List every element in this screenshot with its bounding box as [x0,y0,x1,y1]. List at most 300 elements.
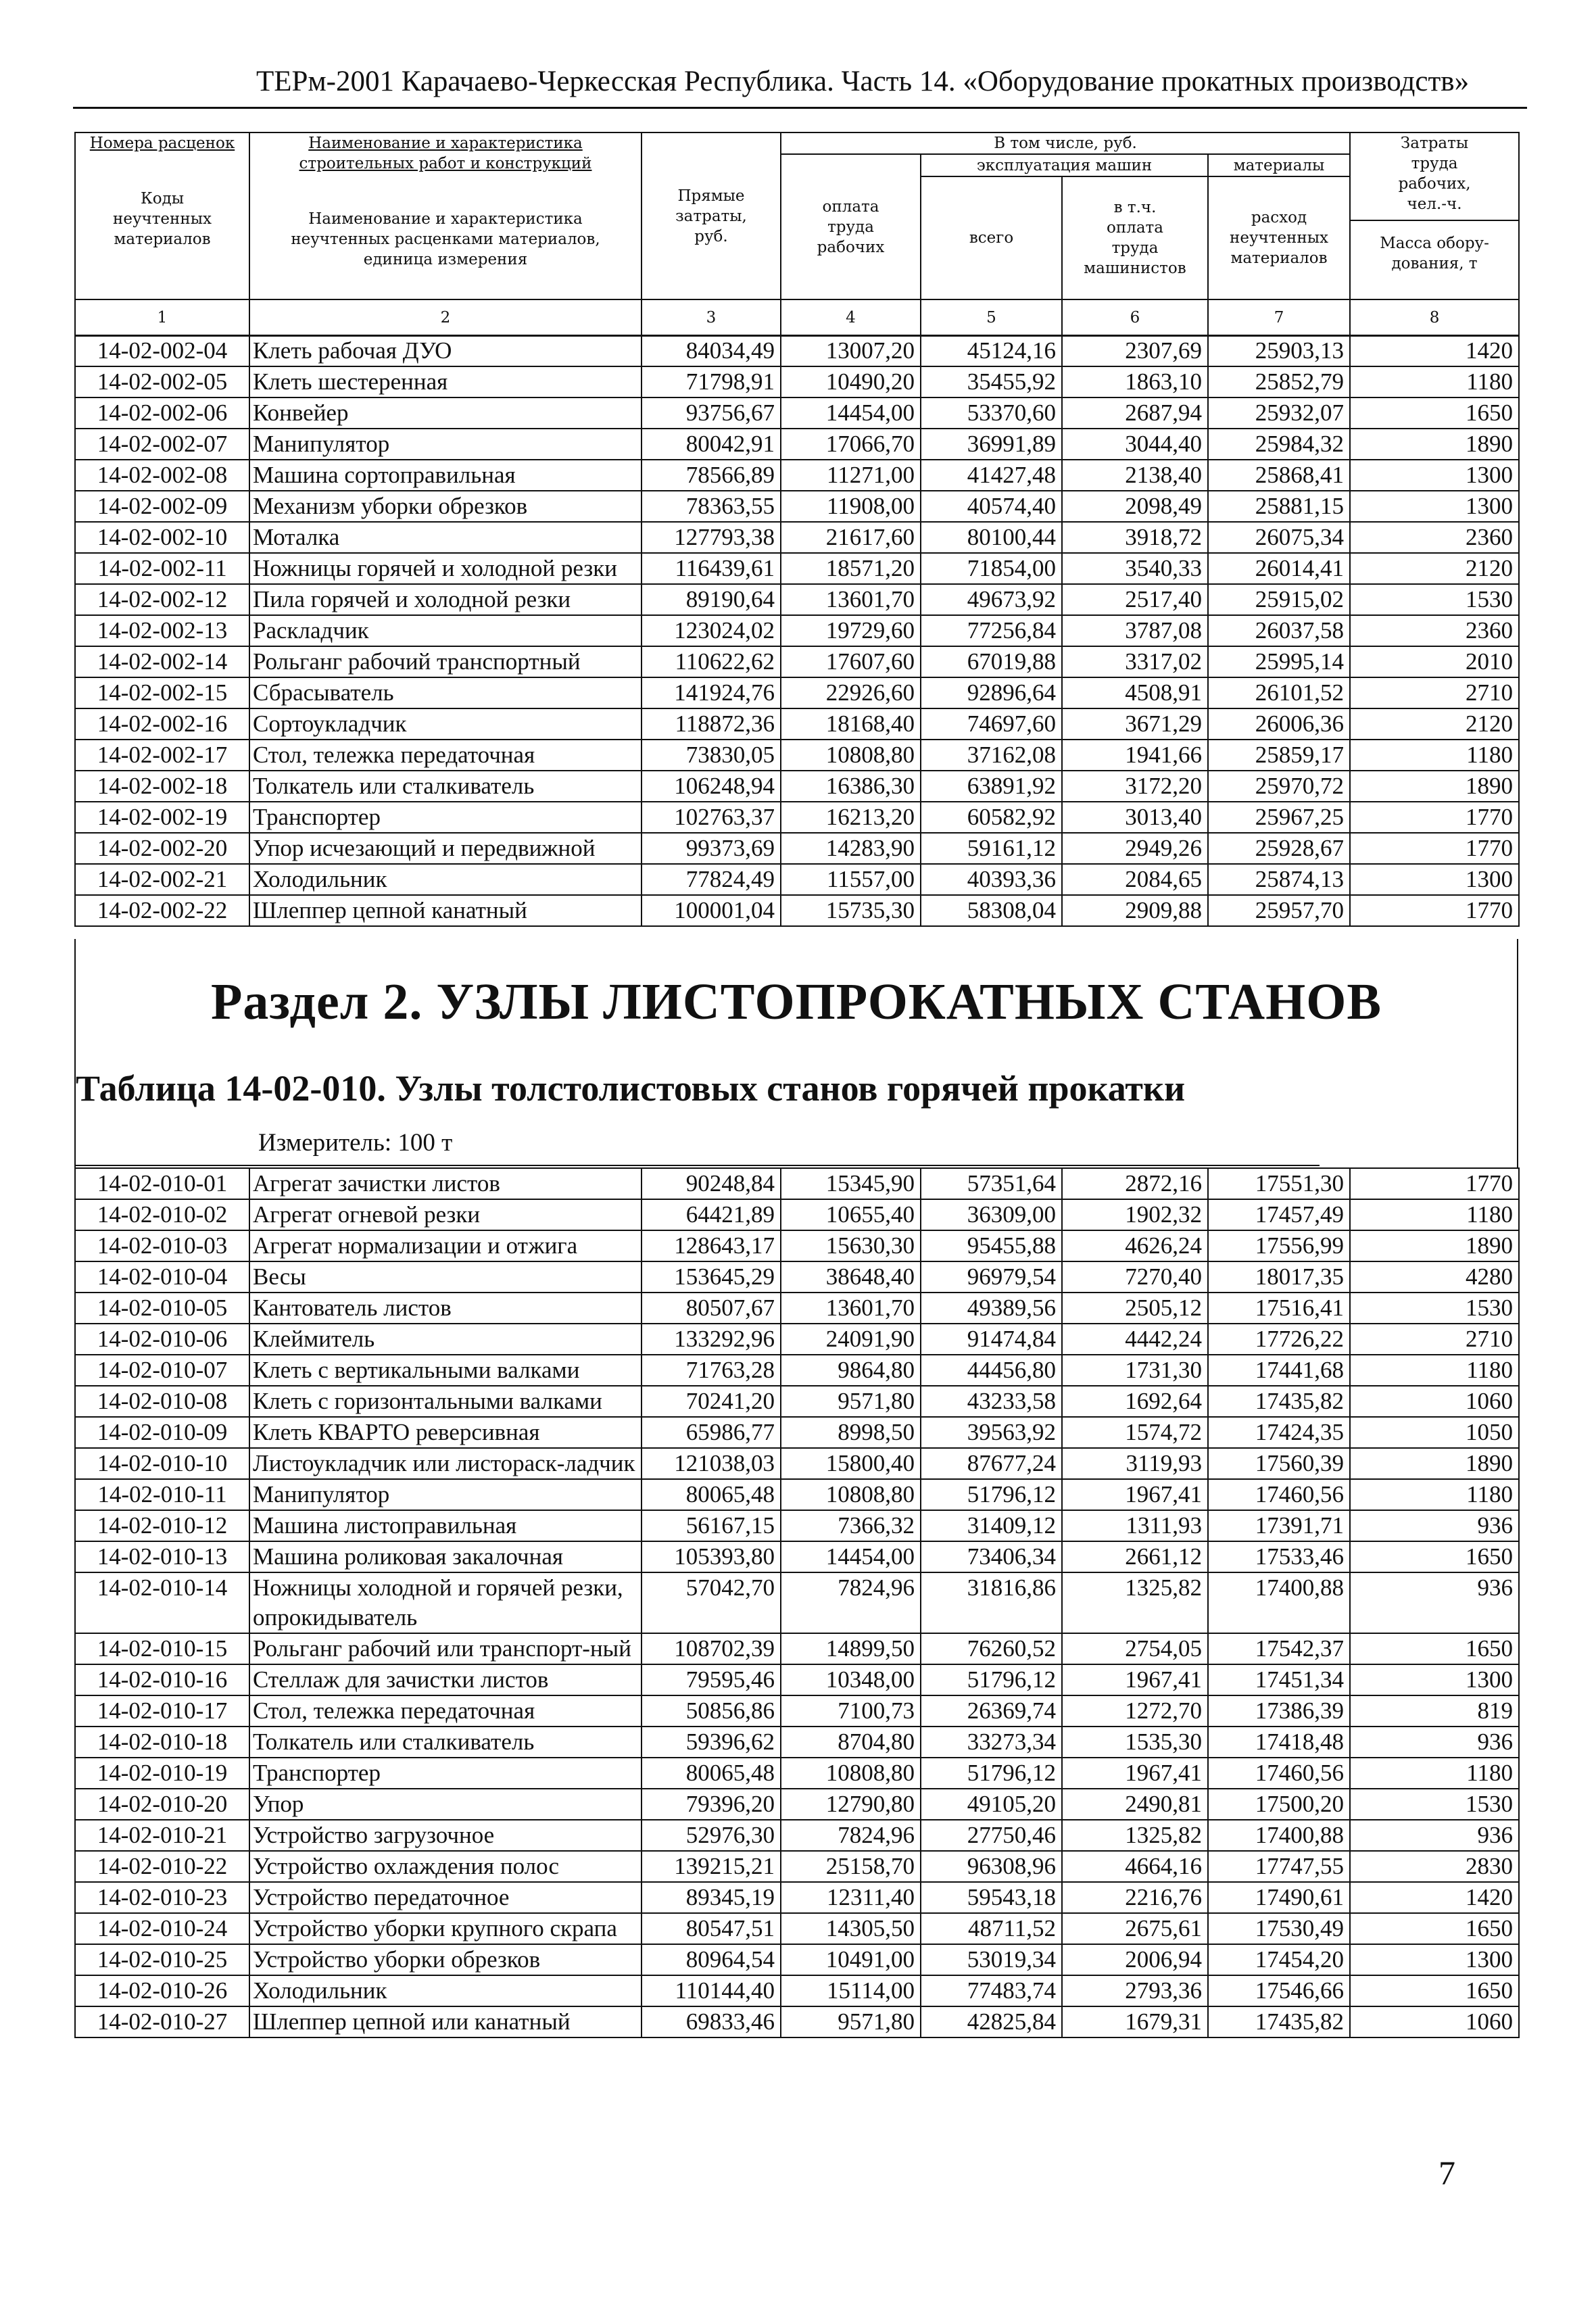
materials-cost: 17418,48 [1208,1727,1350,1758]
labor-pay: 10655,40 [781,1199,921,1230]
direct-costs: 79396,20 [642,1789,781,1820]
materials-cost: 17391,71 [1208,1510,1350,1541]
equipment-mass: 1180 [1350,740,1519,771]
header-materials: материалы [1208,154,1350,176]
machines-total: 76260,52 [921,1633,1062,1664]
materials-cost: 25970,72 [1208,771,1350,802]
column-number: 8 [1350,299,1519,336]
operators-pay: 1325,82 [1062,1820,1208,1851]
direct-costs: 141924,76 [642,677,781,708]
work-name: Агрегат зачистки листов [249,1168,642,1199]
operators-pay: 3787,08 [1062,615,1208,646]
operators-pay: 1325,82 [1062,1572,1208,1633]
machines-total: 53019,34 [921,1944,1062,1975]
machines-total: 42825,84 [921,2006,1062,2037]
equipment-mass: 1890 [1350,1448,1519,1479]
work-name: Клеть с вертикальными валками [249,1355,642,1386]
table-row [75,1913,1519,1944]
table-row [75,1572,1519,1633]
materials-cost: 17400,88 [1208,1820,1350,1851]
header-labor-pay: оплата труда рабочих [781,154,921,299]
work-name: Холодильник [249,864,642,895]
direct-costs: 77824,49 [642,864,781,895]
equipment-mass: 1180 [1350,1758,1519,1789]
column-number: 5 [921,299,1062,336]
labor-pay: 17066,70 [781,429,921,460]
work-name: Клеть рабочая ДУО [249,335,642,366]
operators-pay: 2754,05 [1062,1633,1208,1664]
labor-pay: 9571,80 [781,1386,921,1417]
equipment-mass: 1050 [1350,1417,1519,1448]
work-name: Устройство уборки обрезков [249,1944,642,1975]
materials-cost: 25868,41 [1208,460,1350,491]
equipment-mass: 1650 [1350,397,1519,429]
direct-costs: 73830,05 [642,740,781,771]
work-name: Устройство передаточное [249,1882,642,1913]
page-header-title: ТЕРм-2001 Карачаево-Черкесская Республика. Часть 14. «Оборудование прокатных производств» [256,66,1470,97]
work-name: Ножницы горячей и холодной резки [249,553,642,584]
work-name: Клеть шестеренная [249,366,642,397]
direct-costs: 71763,28 [642,1355,781,1386]
work-name: Ножницы холодной и горячей резки, опрокидыватель [249,1572,642,1633]
materials-cost: 26014,41 [1208,553,1350,584]
materials-cost: 25859,17 [1208,740,1350,771]
header-equipment-mass: Масса обору-дования, т [1380,235,1489,272]
work-name: Манипулятор [249,1479,642,1510]
section-title: Раздел 2. УЗЛЫ ЛИСТОПРОКАТНЫХ СТАНОВ [210,973,1382,1030]
work-name: Упор [249,1789,642,1820]
rate-code: 14-02-010-08 [75,1386,249,1417]
equipment-mass: 1650 [1350,1541,1519,1572]
labor-pay: 19729,60 [781,615,921,646]
rate-code: 14-02-002-16 [75,708,249,740]
materials-cost: 25852,79 [1208,366,1350,397]
materials-cost: 17516,41 [1208,1293,1350,1324]
rate-code: 14-02-002-20 [75,833,249,864]
equipment-mass: 1180 [1350,1199,1519,1230]
table-row [75,1386,1519,1417]
equipment-mass: 1890 [1350,771,1519,802]
rate-code: 14-02-002-14 [75,646,249,677]
labor-pay: 15800,40 [781,1448,921,1479]
rate-code: 14-02-002-15 [75,677,249,708]
direct-costs: 99373,69 [642,833,781,864]
equipment-mass: 1180 [1350,1355,1519,1386]
column-number: 4 [781,299,921,336]
page-number: 7 [1438,2154,1455,2192]
work-name: Устройство охлаждения полос [249,1851,642,1882]
equipment-mass: 1180 [1350,366,1519,397]
direct-costs: 90248,84 [642,1168,781,1199]
work-name: Рольганг рабочий или транспорт-ный [249,1633,642,1664]
table-row [75,553,1519,584]
column-header-table [74,132,1520,337]
operators-pay: 2872,16 [1062,1168,1208,1199]
operators-pay: 2687,94 [1062,397,1208,429]
direct-costs: 133292,96 [642,1324,781,1355]
equipment-mass: 2710 [1350,1324,1519,1355]
equipment-mass: 1420 [1350,335,1519,366]
materials-cost: 17441,68 [1208,1355,1350,1386]
materials-cost: 17556,99 [1208,1230,1350,1261]
rate-code: 14-02-002-04 [75,335,249,366]
materials-cost: 17460,56 [1208,1758,1350,1789]
direct-costs: 105393,80 [642,1541,781,1572]
materials-cost: 26075,34 [1208,522,1350,553]
equipment-mass: 4280 [1350,1261,1519,1293]
equipment-mass: 936 [1350,1572,1519,1633]
machines-total: 48711,52 [921,1913,1062,1944]
work-name: Толкатель или сталкиватель [249,1727,642,1758]
work-name: Манипулятор [249,429,642,460]
materials-cost: 26006,36 [1208,708,1350,740]
column-number: 1 [75,299,249,336]
rate-code: 14-02-010-11 [75,1479,249,1510]
header-machines-total: всего [921,176,1062,299]
work-name: Шлеппер цепной или канатный [249,2006,642,2037]
header-material-name: Наименование и характеристика неучтенных расценками материалов, единица измерения [291,210,600,268]
equipment-mass: 1420 [1350,1882,1519,1913]
operators-pay: 1692,64 [1062,1386,1208,1417]
rate-code: 14-02-010-17 [75,1695,249,1727]
rate-code: 14-02-010-25 [75,1944,249,1975]
equipment-mass: 1530 [1350,584,1519,615]
direct-costs: 70241,20 [642,1386,781,1417]
labor-pay: 11271,00 [781,460,921,491]
table-row [75,646,1519,677]
equipment-mass: 1180 [1350,1479,1519,1510]
work-name: Упор исчезающий и передвижной [249,833,642,864]
header-operators-pay: в т.ч. оплата труда машинистов [1062,176,1208,299]
operators-pay: 2909,88 [1062,895,1208,926]
table-row [75,1727,1519,1758]
operators-pay: 1311,93 [1062,1510,1208,1541]
table-row [75,864,1519,895]
work-name: Стеллаж для зачистки листов [249,1664,642,1695]
table-row [75,708,1519,740]
rate-code: 14-02-002-13 [75,615,249,646]
operators-pay: 1967,41 [1062,1664,1208,1695]
materials-cost: 17424,35 [1208,1417,1350,1448]
rate-code: 14-02-010-09 [75,1417,249,1448]
direct-costs: 57042,70 [642,1572,781,1633]
equipment-mass: 2120 [1350,553,1519,584]
equipment-mass: 1770 [1350,833,1519,864]
equipment-mass: 1300 [1350,1664,1519,1695]
rate-code: 14-02-010-21 [75,1820,249,1851]
operators-pay: 3119,93 [1062,1448,1208,1479]
rate-code: 14-02-010-04 [75,1261,249,1293]
machines-total: 33273,34 [921,1727,1062,1758]
operators-pay: 1272,70 [1062,1695,1208,1727]
equipment-mass: 1300 [1350,491,1519,522]
operators-pay: 1967,41 [1062,1758,1208,1789]
work-name: Конвейер [249,397,642,429]
direct-costs: 80964,54 [642,1944,781,1975]
operators-pay: 2098,49 [1062,491,1208,522]
labor-pay: 7100,73 [781,1695,921,1727]
rate-code: 14-02-010-24 [75,1913,249,1944]
labor-pay: 18168,40 [781,708,921,740]
direct-costs: 80507,67 [642,1293,781,1324]
direct-costs: 110622,62 [642,646,781,677]
table-row [75,802,1519,833]
labor-pay: 24091,90 [781,1324,921,1355]
materials-cost: 17726,22 [1208,1324,1350,1355]
machines-total: 51796,12 [921,1664,1062,1695]
machines-total: 87677,24 [921,1448,1062,1479]
rate-code: 14-02-010-14 [75,1572,249,1633]
machines-total: 58308,04 [921,895,1062,926]
operators-pay: 2517,40 [1062,584,1208,615]
equipment-mass: 1530 [1350,1789,1519,1820]
work-name: Весы [249,1261,642,1293]
operators-pay: 4664,16 [1062,1851,1208,1882]
machines-total: 43233,58 [921,1386,1062,1417]
operators-pay: 4442,24 [1062,1324,1208,1355]
materials-cost: 18017,35 [1208,1261,1350,1293]
operators-pay: 3044,40 [1062,429,1208,460]
operators-pay: 4508,91 [1062,677,1208,708]
labor-pay: 12790,80 [781,1789,921,1820]
operators-pay: 3918,72 [1062,522,1208,553]
equipment-mass: 1890 [1350,1230,1519,1261]
direct-costs: 52976,30 [642,1820,781,1851]
direct-costs: 128643,17 [642,1230,781,1261]
rate-code: 14-02-010-19 [75,1758,249,1789]
materials-cost: 25995,14 [1208,646,1350,677]
rate-code: 14-02-002-06 [75,397,249,429]
operators-pay: 1535,30 [1062,1727,1208,1758]
operators-pay: 2084,65 [1062,864,1208,895]
direct-costs: 123024,02 [642,615,781,646]
machines-total: 80100,44 [921,522,1062,553]
work-name: Рольганг рабочий транспортный [249,646,642,677]
rates-table-14-02-010 [74,1167,1520,2038]
header-unaccounted-materials: расход неучтенных материалов [1208,176,1350,299]
table-row [75,1479,1519,1510]
machines-total: 92896,64 [921,677,1062,708]
materials-cost: 25984,32 [1208,429,1350,460]
machines-total: 40574,40 [921,491,1062,522]
machines-total: 73406,34 [921,1541,1062,1572]
materials-cost: 25915,02 [1208,584,1350,615]
work-name: Агрегат нормализации и отжига [249,1230,642,1261]
table-row [75,366,1519,397]
table-row [75,1758,1519,1789]
materials-cost: 26101,52 [1208,677,1350,708]
materials-cost: 17533,46 [1208,1541,1350,1572]
equipment-mass: 2830 [1350,1851,1519,1882]
labor-pay: 21617,60 [781,522,921,553]
operators-pay: 2661,12 [1062,1541,1208,1572]
operators-pay: 2216,76 [1062,1882,1208,1913]
rate-code: 14-02-002-08 [75,460,249,491]
work-name: Шлеппер цепной канатный [249,895,642,926]
work-name: Клеть с горизонтальными валками [249,1386,642,1417]
table-row [75,1199,1519,1230]
direct-costs: 100001,04 [642,895,781,926]
direct-costs: 106248,94 [642,771,781,802]
labor-pay: 22926,60 [781,677,921,708]
rate-code: 14-02-010-06 [75,1324,249,1355]
rate-code: 14-02-010-22 [75,1851,249,1882]
operators-pay: 2490,81 [1062,1789,1208,1820]
work-name: Сортоукладчик [249,708,642,740]
rates-table-14-02-002 [74,335,1520,927]
rate-code: 14-02-002-19 [75,802,249,833]
table-row [75,2006,1519,2037]
operators-pay: 2505,12 [1062,1293,1208,1324]
table-row [75,429,1519,460]
direct-costs: 153645,29 [642,1261,781,1293]
rate-code: 14-02-010-03 [75,1230,249,1261]
work-name: Стол, тележка передаточная [249,740,642,771]
direct-costs: 64421,89 [642,1199,781,1230]
operators-pay: 2307,69 [1062,335,1208,366]
materials-cost: 17747,55 [1208,1851,1350,1882]
header-names [249,132,642,299]
labor-pay: 14899,50 [781,1633,921,1664]
header-direct-costs: Прямые затраты, руб. [642,132,781,299]
labor-pay: 11557,00 [781,864,921,895]
unit-of-measure: Измеритель: 100 т [258,1129,453,1157]
table-row [75,1510,1519,1541]
machines-total: 57351,64 [921,1168,1062,1199]
machines-total: 39563,92 [921,1417,1062,1448]
labor-pay: 11908,00 [781,491,921,522]
operators-pay: 1574,72 [1062,1417,1208,1448]
direct-costs: 110144,40 [642,1975,781,2006]
operators-pay: 1941,66 [1062,740,1208,771]
equipment-mass: 1530 [1350,1293,1519,1324]
labor-pay: 10808,80 [781,1758,921,1789]
work-name: Машина сортоправильная [249,460,642,491]
rate-code: 14-02-010-07 [75,1355,249,1386]
work-name: Машина листоправильная [249,1510,642,1541]
labor-pay: 15345,90 [781,1168,921,1199]
meter-underline [76,1165,1320,1166]
table-row [75,1417,1519,1448]
direct-costs: 116439,61 [642,553,781,584]
direct-costs: 139215,21 [642,1851,781,1882]
equipment-mass: 2360 [1350,615,1519,646]
machines-total: 49105,20 [921,1789,1062,1820]
header-divider [73,107,1527,109]
operators-pay: 3172,20 [1062,771,1208,802]
header-machines: эксплуатация машин [921,154,1208,176]
table-row [75,1695,1519,1727]
machines-total: 26369,74 [921,1695,1062,1727]
labor-pay: 14454,00 [781,397,921,429]
equipment-mass: 1650 [1350,1633,1519,1664]
direct-costs: 89345,19 [642,1882,781,1913]
equipment-mass: 1060 [1350,2006,1519,2037]
table-row [75,895,1519,926]
work-name: Устройство загрузочное [249,1820,642,1851]
machines-total: 40393,36 [921,864,1062,895]
table-row [75,771,1519,802]
labor-pay: 15630,30 [781,1230,921,1261]
rate-code: 14-02-010-26 [75,1975,249,2006]
header-work-name: Наименование и характеристика строительных работ и конструкций [299,135,592,172]
machines-total: 37162,08 [921,740,1062,771]
direct-costs: 78566,89 [642,460,781,491]
column-number: 6 [1062,299,1208,336]
machines-total: 51796,12 [921,1758,1062,1789]
rate-code: 14-02-002-18 [75,771,249,802]
work-name: Транспортер [249,802,642,833]
table-row [75,1975,1519,2006]
rate-code: 14-02-010-15 [75,1633,249,1664]
materials-cost: 17546,66 [1208,1975,1350,2006]
machines-total: 77483,74 [921,1975,1062,2006]
direct-costs: 50856,86 [642,1695,781,1727]
header-group: В том числе, руб. [781,132,1350,154]
labor-pay: 10808,80 [781,1479,921,1510]
direct-costs: 80042,91 [642,429,781,460]
rate-code: 14-02-002-12 [75,584,249,615]
labor-pay: 15735,30 [781,895,921,926]
labor-pay: 14454,00 [781,1541,921,1572]
machines-total: 59543,18 [921,1882,1062,1913]
materials-cost: 17435,82 [1208,1386,1350,1417]
direct-costs: 108702,39 [642,1633,781,1664]
operators-pay: 1863,10 [1062,366,1208,397]
operators-pay: 1679,31 [1062,2006,1208,2037]
table-row [75,677,1519,708]
direct-costs: 80065,48 [642,1479,781,1510]
rate-code: 14-02-010-27 [75,2006,249,2037]
labor-pay: 16386,30 [781,771,921,802]
direct-costs: 80065,48 [642,1758,781,1789]
rate-code: 14-02-010-18 [75,1727,249,1758]
rate-code: 14-02-010-02 [75,1199,249,1230]
materials-cost: 17490,61 [1208,1882,1350,1913]
rate-code: 14-02-010-16 [75,1664,249,1695]
work-name: Моталка [249,522,642,553]
labor-pay: 18571,20 [781,553,921,584]
work-name: Устройство уборки крупного скрапа [249,1913,642,1944]
machines-total: 95455,88 [921,1230,1062,1261]
table-row [75,584,1519,615]
materials-cost: 25928,67 [1208,833,1350,864]
equipment-mass: 2360 [1350,522,1519,553]
machines-total: 36309,00 [921,1199,1062,1230]
materials-cost: 17530,49 [1208,1913,1350,1944]
work-name: Агрегат огневой резки [249,1199,642,1230]
labor-pay: 13007,20 [781,335,921,366]
labor-pay: 10808,80 [781,740,921,771]
table-row [75,1541,1519,1572]
equipment-mass: 1650 [1350,1913,1519,1944]
equipment-mass: 1770 [1350,1168,1519,1199]
equipment-mass: 936 [1350,1510,1519,1541]
machines-total: 27750,46 [921,1820,1062,1851]
header-labor-hours: Затраты труда рабочих, чел.-ч. [1351,133,1518,221]
machines-total: 91474,84 [921,1324,1062,1355]
table-row [75,460,1519,491]
rate-code: 14-02-002-17 [75,740,249,771]
labor-pay: 17607,60 [781,646,921,677]
equipment-mass: 2710 [1350,677,1519,708]
table-row [75,1944,1519,1975]
table-row [75,1168,1519,1199]
materials-cost: 17542,37 [1208,1633,1350,1664]
rate-code: 14-02-010-23 [75,1882,249,1913]
labor-pay: 13601,70 [781,584,921,615]
direct-costs: 118872,36 [642,708,781,740]
